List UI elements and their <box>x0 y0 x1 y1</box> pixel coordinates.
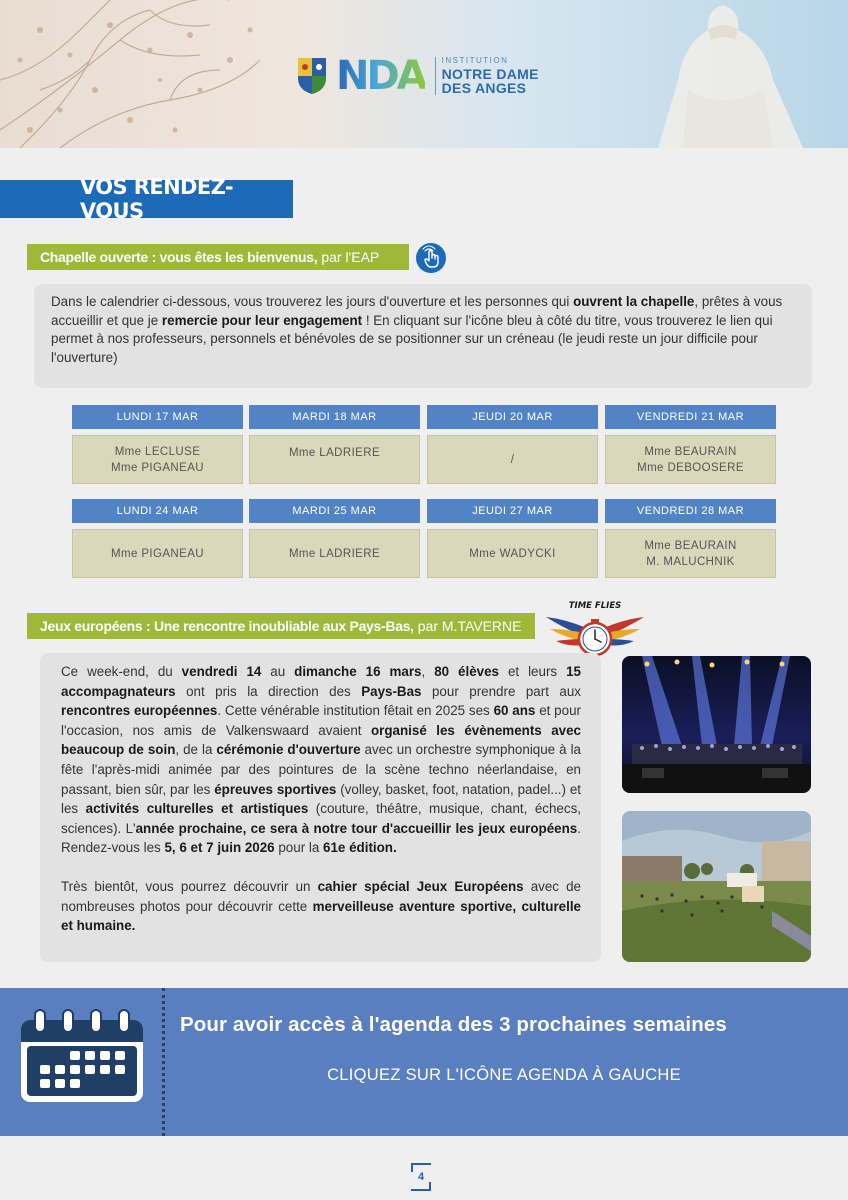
signup-link-icon[interactable] <box>416 243 446 273</box>
article-text: et leurs <box>499 664 567 679</box>
day-header: JEUDI 27 MAR <box>427 499 598 523</box>
badge-label: TIME FLIES <box>568 601 622 611</box>
article-bold-text: 5, 6 et 7 juin 2026 <box>164 840 275 856</box>
school-logo <box>296 55 539 97</box>
day-people: Mme LADRIERE <box>249 435 420 484</box>
header-banner <box>0 0 848 148</box>
article-bold-text: épreuves sportives <box>214 781 337 797</box>
logo-institution: INSTITUTION <box>441 56 509 65</box>
day-header: MARDI 18 MAR <box>249 405 420 429</box>
jeux-article <box>40 653 601 962</box>
agenda-heading: Pour avoir accès à l'agenda des 3 prochaines semaines <box>180 1013 727 1036</box>
intro-text-3: ! En cliquant sur l'icône bleu à côté du titre, vous trouverez le lien qui permet à nos professeurs, personnels et bénévoles de se positionner sur un créneau (le jeudi reste un jour difficile pour l'ouverture) <box>51 312 773 365</box>
day-header: VENDREDI 21 MAR <box>605 405 776 429</box>
article-bold-text: cahier spécial Jeux Européens <box>317 878 524 894</box>
agenda-banner <box>0 988 848 1136</box>
article-bold-text: rencontres européennes <box>61 703 218 719</box>
article-bold-text: année prochaine, ce sera à notre tour d'accueillir les jeux européens <box>135 820 578 836</box>
article-paragraph-1 <box>61 662 581 858</box>
article-bold-text: dimanche 16 mars <box>294 664 422 679</box>
chapelle-author: par l'EAP <box>321 249 380 265</box>
day-header: LUNDI 24 MAR <box>72 499 243 523</box>
article-text: Très bientôt, vous pourrez découvrir un <box>61 878 318 894</box>
calendar-icon[interactable] <box>18 1008 146 1104</box>
concert-photo <box>622 656 811 793</box>
article-bold-text: activités culturelles et artistiques <box>85 801 309 817</box>
pointer-hand-icon <box>416 243 446 273</box>
day-header: MARDI 25 MAR <box>249 499 420 523</box>
article-text: avec un orchestre symphonique à la fête l'après-midi animée par des pointures de la scène techno néerlandaise, en passant, bien sûr, par les <box>61 742 581 797</box>
tree-branches-photo <box>0 0 300 148</box>
article-text: pour la <box>274 840 324 856</box>
article-bold-text: Pays-Bas <box>361 683 422 699</box>
article-text: (volley, basket, foot, natation, padel...) et les <box>61 781 581 817</box>
chapelle-heading <box>27 244 409 270</box>
day-header: VENDREDI 28 MAR <box>605 499 776 523</box>
time-flies-badge <box>544 597 646 661</box>
article-text: avec de nombreuses photos pour découvrir cette <box>61 878 582 914</box>
article-bold-text: merveilleuse aventure sportive, culturelle et humaine. <box>61 898 581 934</box>
section-title: VOS RENDEZ-VOUS <box>0 180 293 218</box>
day-header: JEUDI 20 MAR <box>427 405 598 429</box>
day-people: Mme BEAURAIN Mme DEBOOSERE <box>605 435 776 484</box>
statue-photo <box>588 0 848 148</box>
jeux-title: Jeux européens : Une rencontre inoubliable aux Pays-Bas, <box>40 618 414 634</box>
logo-names <box>442 57 539 95</box>
logo-name-line2: DES ANGES <box>441 80 527 96</box>
article-text: . Rendez-vous les <box>61 820 581 856</box>
dotted-divider <box>162 988 165 1136</box>
day-people: Mme LECLUSE Mme PIGANEAU <box>72 435 243 484</box>
article-text: et pour l'occasion, nos amis de Valkenswaard avaient <box>61 703 581 738</box>
article-text: . Cette vénérable institution fêtait en 2025 ses <box>217 703 494 719</box>
agenda-instruction: CLIQUEZ SUR L'ICÔNE AGENDA À GAUCHE <box>327 1066 681 1084</box>
day-people: Mme PIGANEAU <box>72 529 243 578</box>
article-text: Ce week-end, du <box>61 664 182 679</box>
outdoor-event-photo <box>622 811 811 962</box>
chapelle-intro <box>34 284 812 388</box>
jeux-heading <box>27 613 535 639</box>
article-text: (couture, théâtre, musique, chant, échecs, sciences). L' <box>61 801 581 836</box>
jeux-author: par M.TAVERNE <box>417 618 522 634</box>
logo-name-line1: NOTRE DAME <box>441 66 539 82</box>
logo-acronym: NDA <box>336 53 425 99</box>
page-number: 4 <box>411 1163 431 1191</box>
article-bold-text: cérémonie d'ouverture <box>216 742 361 758</box>
article-bold-text: 80 élèves <box>434 664 499 679</box>
day-people: / <box>427 435 598 484</box>
article-paragraph-2 <box>61 877 581 936</box>
article-bold-text: 15 accompagnateurs <box>61 664 581 699</box>
intro-text-2: , prêtes à vous accueillir et que je <box>51 294 783 328</box>
article-text: ont pris la direction des <box>175 683 362 699</box>
chapelle-title: Chapelle ouverte : vous êtes les bienvenus, <box>40 249 318 265</box>
intro-bold-2: remercie pour leur engagement <box>161 312 363 328</box>
intro-bold-1: ouvrent la chapelle <box>573 294 695 309</box>
day-people: Mme BEAURAIN M. MALUCHNIK <box>605 529 776 578</box>
day-header: LUNDI 17 MAR <box>72 405 243 429</box>
day-people: Mme WADYCKI <box>427 529 598 578</box>
article-text: , de la <box>175 742 217 758</box>
article-bold-text: organisé les évènements avec beaucoup de soin <box>61 722 581 758</box>
article-bold-text: vendredi 14 <box>181 664 262 679</box>
article-text: pour prendre part aux <box>421 683 581 699</box>
article-bold-text: 60 ans <box>493 703 536 719</box>
article-text: , <box>421 664 435 679</box>
day-people: Mme LADRIERE <box>249 529 420 578</box>
intro-text-1: Dans le calendrier ci-dessous, vous trouverez les jours d'ouverture et les personnes qui <box>51 294 574 309</box>
crest-icon <box>296 56 328 96</box>
article-text: au <box>261 664 295 679</box>
logo-separator <box>435 57 436 95</box>
article-bold-text: 61e édition. <box>323 840 397 856</box>
